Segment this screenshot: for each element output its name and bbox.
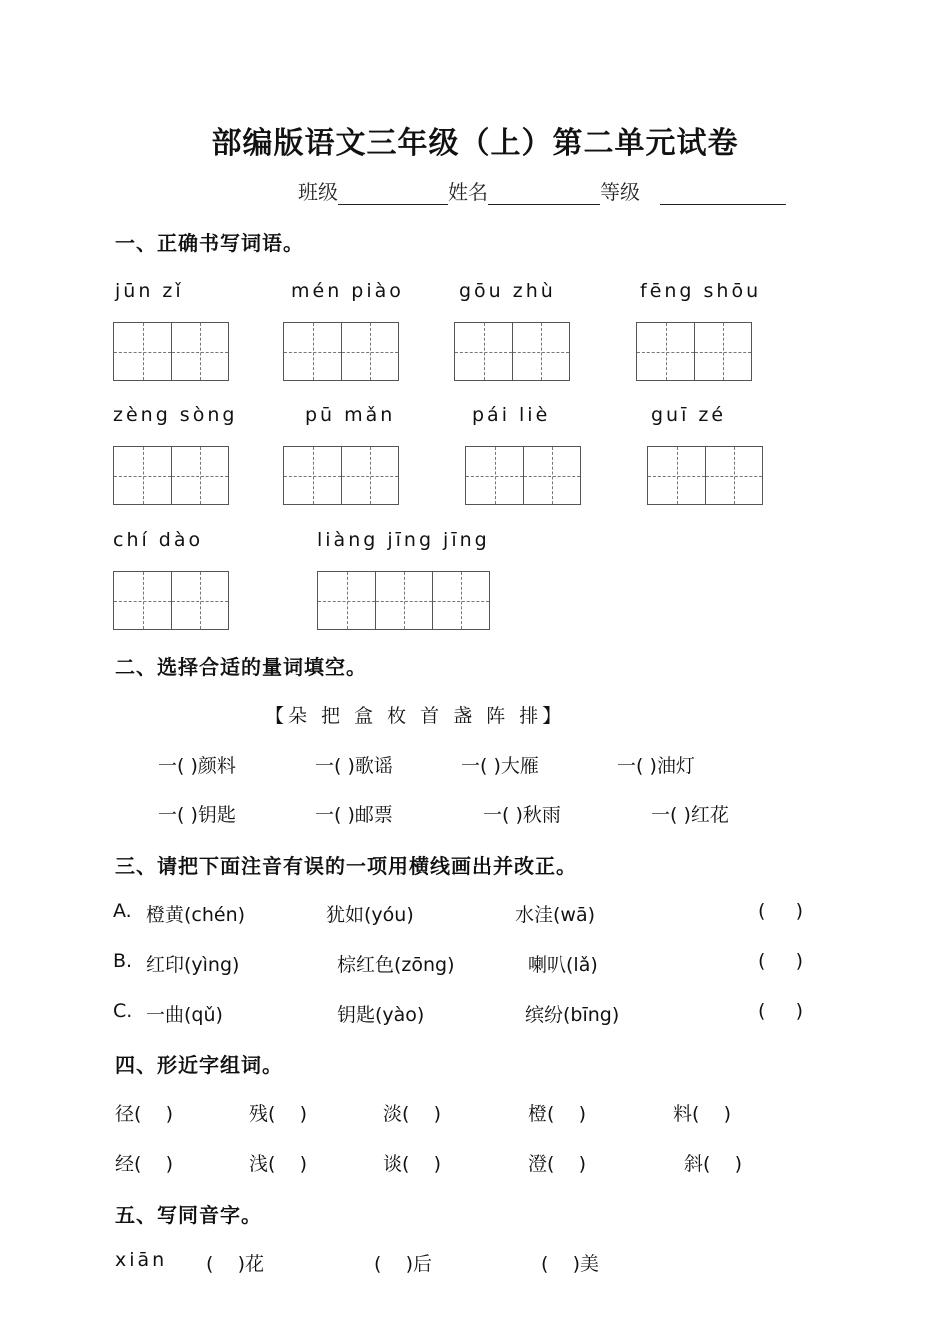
option-label-c: C. xyxy=(113,1000,133,1022)
answer-blank[interactable]: ( ) xyxy=(758,950,804,972)
similar-char-item[interactable]: 斜( ) xyxy=(684,1153,742,1175)
pinyin-6: pū mǎn xyxy=(305,404,396,426)
writing-grid[interactable] xyxy=(283,322,399,381)
section-3-heading: 三、请把下面注音有误的一项用横线画出并改正。 xyxy=(115,854,577,878)
pinyin-5: zèng sòng xyxy=(113,404,238,426)
similar-char-item[interactable]: 径( ) xyxy=(115,1103,173,1125)
grade-field[interactable] xyxy=(660,182,786,205)
name-field[interactable] xyxy=(488,182,600,205)
similar-char-item[interactable]: 浅( ) xyxy=(249,1153,307,1175)
pinyin-item: 缤纷(bīng) xyxy=(525,1004,620,1026)
measure-item[interactable]: 一( )秋雨 xyxy=(483,804,561,826)
similar-char-item[interactable]: 橙( ) xyxy=(528,1103,586,1125)
homophone-item[interactable]: ( )美 xyxy=(541,1253,599,1275)
pinyin-item: 棕红色(zōng) xyxy=(337,954,455,976)
class-field[interactable] xyxy=(338,182,448,205)
homophone-item[interactable]: ( )后 xyxy=(374,1253,432,1275)
option-label-a: A. xyxy=(113,900,132,922)
writing-grid[interactable] xyxy=(283,446,399,505)
pinyin-2: mén piào xyxy=(291,280,404,302)
pinyin-item: 水洼(wā) xyxy=(515,904,596,926)
pinyin-item: 钥匙(yào) xyxy=(337,1004,425,1026)
option-label-b: B. xyxy=(113,950,133,972)
writing-grid[interactable] xyxy=(317,571,490,630)
pinyin-4: fēng shōu xyxy=(640,280,762,302)
homophone-item[interactable]: ( )花 xyxy=(206,1253,264,1275)
similar-char-item[interactable]: 残( ) xyxy=(249,1103,307,1125)
grade-label: 等级 xyxy=(600,180,640,204)
pinyin-item: 红印(yìng) xyxy=(146,954,240,976)
homophone-pinyin: xiān xyxy=(115,1249,168,1271)
similar-char-item[interactable]: 经( ) xyxy=(115,1153,173,1175)
pinyin-item: 喇叭(lǎ) xyxy=(528,954,598,976)
name-label: 姓名 xyxy=(448,180,488,204)
similar-char-item[interactable]: 淡( ) xyxy=(383,1103,441,1125)
answer-blank[interactable]: ( ) xyxy=(758,900,804,922)
measure-item[interactable]: 一( )红花 xyxy=(651,804,729,826)
pinyin-3: gōu zhù xyxy=(459,280,556,302)
similar-char-item[interactable]: 料( ) xyxy=(673,1103,731,1125)
writing-grid[interactable] xyxy=(113,322,229,381)
measure-item[interactable]: 一( )大雁 xyxy=(461,755,539,777)
pinyin-1: jūn zǐ xyxy=(115,280,184,302)
section-2-heading: 二、选择合适的量词填空。 xyxy=(115,655,367,679)
measure-item[interactable]: 一( )颜料 xyxy=(158,755,236,777)
writing-grid[interactable] xyxy=(465,446,581,505)
writing-grid[interactable] xyxy=(647,446,763,505)
measure-item[interactable]: 一( )油灯 xyxy=(617,755,695,777)
pinyin-item: 橙黄(chén) xyxy=(146,904,246,926)
class-label: 班级 xyxy=(298,180,338,204)
pinyin-item: 犹如(yóu) xyxy=(326,904,414,926)
section-5-heading: 五、写同音字。 xyxy=(115,1203,262,1227)
similar-char-item[interactable]: 谈( ) xyxy=(383,1153,441,1175)
measure-item[interactable]: 一( )邮票 xyxy=(315,804,393,826)
writing-grid[interactable] xyxy=(636,322,752,381)
pinyin-10: liàng jīng jīng xyxy=(317,529,490,551)
page-title: 部编版语文三年级（上）第二单元试卷 xyxy=(211,126,739,161)
info-line xyxy=(298,176,786,205)
word-bank: 【朵 把 盒 枚 首 盏 阵 排】 xyxy=(265,705,566,727)
measure-item[interactable]: 一( )钥匙 xyxy=(158,804,236,826)
writing-grid[interactable] xyxy=(113,446,229,505)
writing-grid[interactable] xyxy=(113,571,229,630)
section-1-heading: 一、正确书写词语。 xyxy=(115,231,304,255)
answer-blank[interactable]: ( ) xyxy=(758,1000,804,1022)
pinyin-7: pái liè xyxy=(472,404,551,426)
pinyin-9: chí dào xyxy=(113,529,204,551)
pinyin-8: guī zé xyxy=(651,404,727,426)
similar-char-item[interactable]: 澄( ) xyxy=(528,1153,586,1175)
section-4-heading: 四、形近字组词。 xyxy=(115,1053,283,1077)
writing-grid[interactable] xyxy=(454,322,570,381)
measure-item[interactable]: 一( )歌谣 xyxy=(315,755,393,777)
pinyin-item: 一曲(qǔ) xyxy=(146,1004,223,1026)
